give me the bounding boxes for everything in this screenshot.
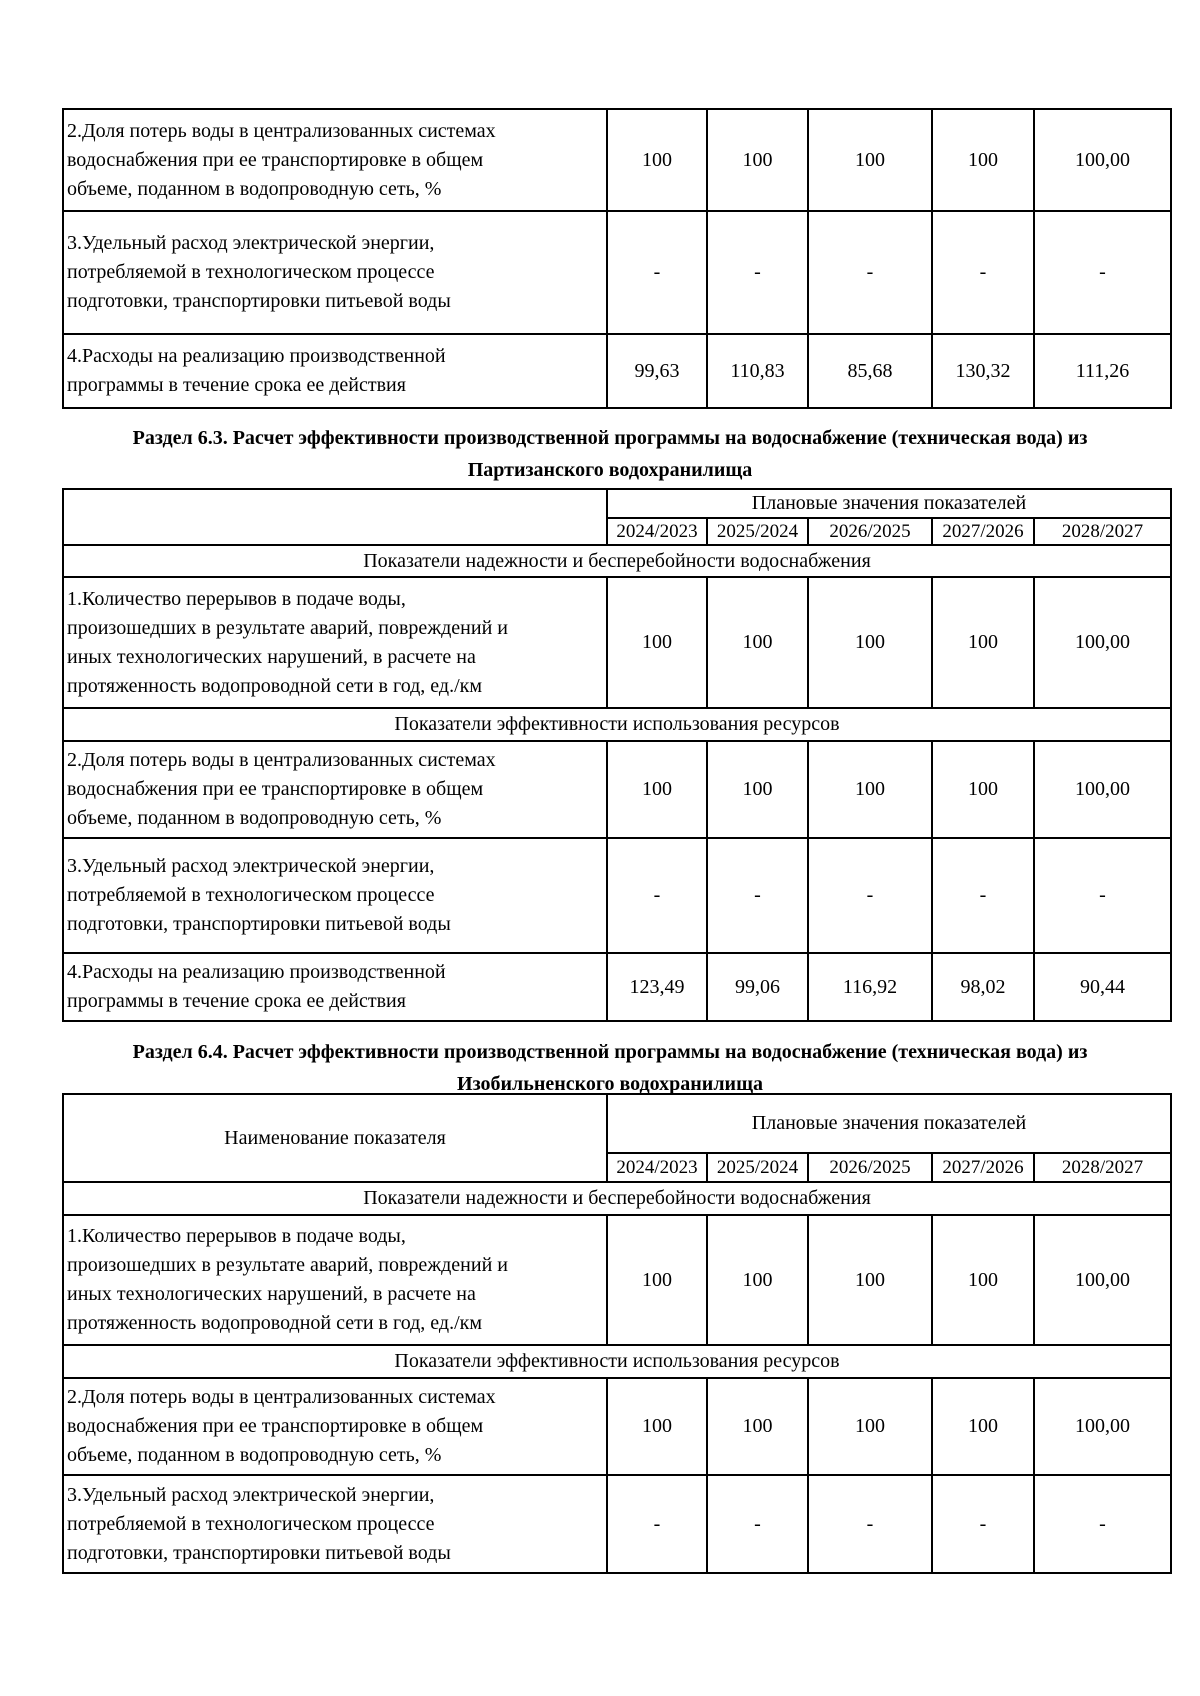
year-header: 2024/2023 (607, 1153, 707, 1182)
value-cell: 116,92 (808, 953, 932, 1021)
header-row (63, 1094, 1171, 1153)
table-row (63, 109, 1171, 211)
indicator-name-header: Наименование показателя (63, 1094, 607, 1182)
table-row (63, 577, 1171, 708)
section-6-4-title: Раздел 6.4. Расчет эффективности производственной программы на водоснабжение (техническая вода) из Изобильненского водохранилища (132, 1041, 1088, 1095)
efficiency-group-label: Показатели эффективности использования ресурсов (63, 1345, 1171, 1378)
value-cell: - (607, 838, 707, 953)
value-cell: - (707, 211, 808, 334)
value-cell: 98,02 (932, 953, 1034, 1021)
value-cell: 99,63 (607, 334, 707, 408)
value-cell: 100 (932, 109, 1034, 211)
section-6-3-title: Раздел 6.3. Расчет эффективности производственной программы на водоснабжение (техническая вода) из Партизанского водохранилища (132, 427, 1088, 481)
planned-values-header: Плановые значения показателей (607, 489, 1171, 518)
value-cell: 100 (607, 577, 707, 708)
year-header: 2025/2024 (707, 518, 808, 545)
value-cell: 100 (707, 577, 808, 708)
value-cell: 100,00 (1034, 741, 1171, 838)
indicator-name: 1.Количество перерывов в подаче воды, произошедших в результате аварий, повреждений и иных технологических нарушений, в расчете на протяженность водопроводной сети в год, ед./км (63, 577, 607, 708)
reliability-group-label: Показатели надежности и бесперебойности водоснабжения (63, 1182, 1171, 1215)
value-cell: 100 (932, 577, 1034, 708)
indicator-name: 2.Доля потерь воды в централизованных системах водоснабжения при ее транспортировке в общем объеме, поданном в водопроводную сеть, % (63, 741, 607, 838)
reliability-group-label: Показатели надежности и бесперебойности водоснабжения (63, 545, 1171, 577)
year-header: 2028/2027 (1034, 518, 1171, 545)
indicator-name: 4.Расходы на реализацию производственной программы в течение срока ее действия (63, 953, 607, 1021)
value-cell: - (1034, 1475, 1171, 1573)
year-header: 2026/2025 (808, 1153, 932, 1182)
planned-values-header: Плановые значения показателей (607, 1094, 1171, 1153)
value-cell: 100 (932, 741, 1034, 838)
value-cell: 100 (607, 1378, 707, 1475)
value-cell: 100,00 (1034, 577, 1171, 708)
value-cell: 100 (808, 1215, 932, 1345)
indicator-name: 2.Доля потерь воды в централизованных системах водоснабжения при ее транспортировке в общем объеме, поданном в водопроводную сеть, % (63, 1378, 607, 1475)
group-row (63, 1345, 1171, 1378)
group-row (63, 1182, 1171, 1215)
table-row (63, 1215, 1171, 1345)
value-cell: 100 (607, 109, 707, 211)
indicator-name: 2.Доля потерь воды в централизованных системах водоснабжения при ее транспортировке в общем объеме, поданном в водопроводную сеть, % (63, 109, 607, 211)
value-cell: 100 (808, 577, 932, 708)
value-cell: 90,44 (1034, 953, 1171, 1021)
value-cell: 100,00 (1034, 1215, 1171, 1345)
section-6-3-table (62, 488, 1172, 1022)
value-cell: - (808, 1475, 932, 1573)
value-cell: 100 (607, 741, 707, 838)
value-cell: 100 (707, 741, 808, 838)
value-cell: - (1034, 838, 1171, 953)
value-cell: - (607, 211, 707, 334)
group-row (63, 708, 1171, 741)
table-row (63, 741, 1171, 838)
year-header: 2024/2023 (607, 518, 707, 545)
value-cell: - (707, 1475, 808, 1573)
year-header: 2027/2026 (932, 1153, 1034, 1182)
continuation-table (62, 108, 1172, 409)
value-cell: 111,26 (1034, 334, 1171, 408)
value-cell: 100 (932, 1378, 1034, 1475)
value-cell: 100,00 (1034, 109, 1171, 211)
table-row (63, 334, 1171, 408)
value-cell: 85,68 (808, 334, 932, 408)
section-6-4-table (62, 1093, 1172, 1574)
value-cell: - (932, 211, 1034, 334)
value-cell: 130,32 (932, 334, 1034, 408)
value-cell: 100,00 (1034, 1378, 1171, 1475)
value-cell: - (1034, 211, 1171, 334)
table-row (63, 1378, 1171, 1475)
table-row (63, 1475, 1171, 1573)
value-cell: - (607, 1475, 707, 1573)
indicator-name: 4.Расходы на реализацию производственной программы в течение срока ее действия (63, 334, 607, 408)
value-cell: 100 (808, 1378, 932, 1475)
year-header: 2028/2027 (1034, 1153, 1171, 1182)
table-row (63, 838, 1171, 953)
value-cell: 123,49 (607, 953, 707, 1021)
value-cell: 99,06 (707, 953, 808, 1021)
indicator-name: 3.Удельный расход электрической энергии, потребляемой в технологическом процессе подготовки, транспортировки питьевой воды (63, 1475, 607, 1573)
value-cell: 100 (707, 1215, 808, 1345)
value-cell: - (932, 1475, 1034, 1573)
value-cell: - (707, 838, 808, 953)
value-cell: 110,83 (707, 334, 808, 408)
value-cell: 100 (707, 109, 808, 211)
year-header: 2027/2026 (932, 518, 1034, 545)
indicator-name: 3.Удельный расход электрической энергии, потребляемой в технологическом процессе подготовки, транспортировки питьевой воды (63, 838, 607, 953)
value-cell: 100 (607, 1215, 707, 1345)
indicator-name: 3.Удельный расход электрической энергии, потребляемой в технологическом процессе подготовки, транспортировки питьевой воды (63, 211, 607, 334)
indicator-name-header (63, 489, 607, 545)
value-cell: - (932, 838, 1034, 953)
value-cell: - (808, 211, 932, 334)
group-row (63, 545, 1171, 577)
value-cell: 100 (808, 741, 932, 838)
value-cell: 100 (932, 1215, 1034, 1345)
efficiency-group-label: Показатели эффективности использования ресурсов (63, 708, 1171, 741)
year-header: 2026/2025 (808, 518, 932, 545)
value-cell: - (808, 838, 932, 953)
header-row (63, 489, 1171, 518)
value-cell: 100 (707, 1378, 808, 1475)
year-header: 2025/2024 (707, 1153, 808, 1182)
value-cell: 100 (808, 109, 932, 211)
table-row (63, 953, 1171, 1021)
indicator-name: 1.Количество перерывов в подаче воды, произошедших в результате аварий, повреждений и иных технологических нарушений, в расчете на протяженность водопроводной сети в год, ед./км (63, 1215, 607, 1345)
table-row (63, 211, 1171, 334)
